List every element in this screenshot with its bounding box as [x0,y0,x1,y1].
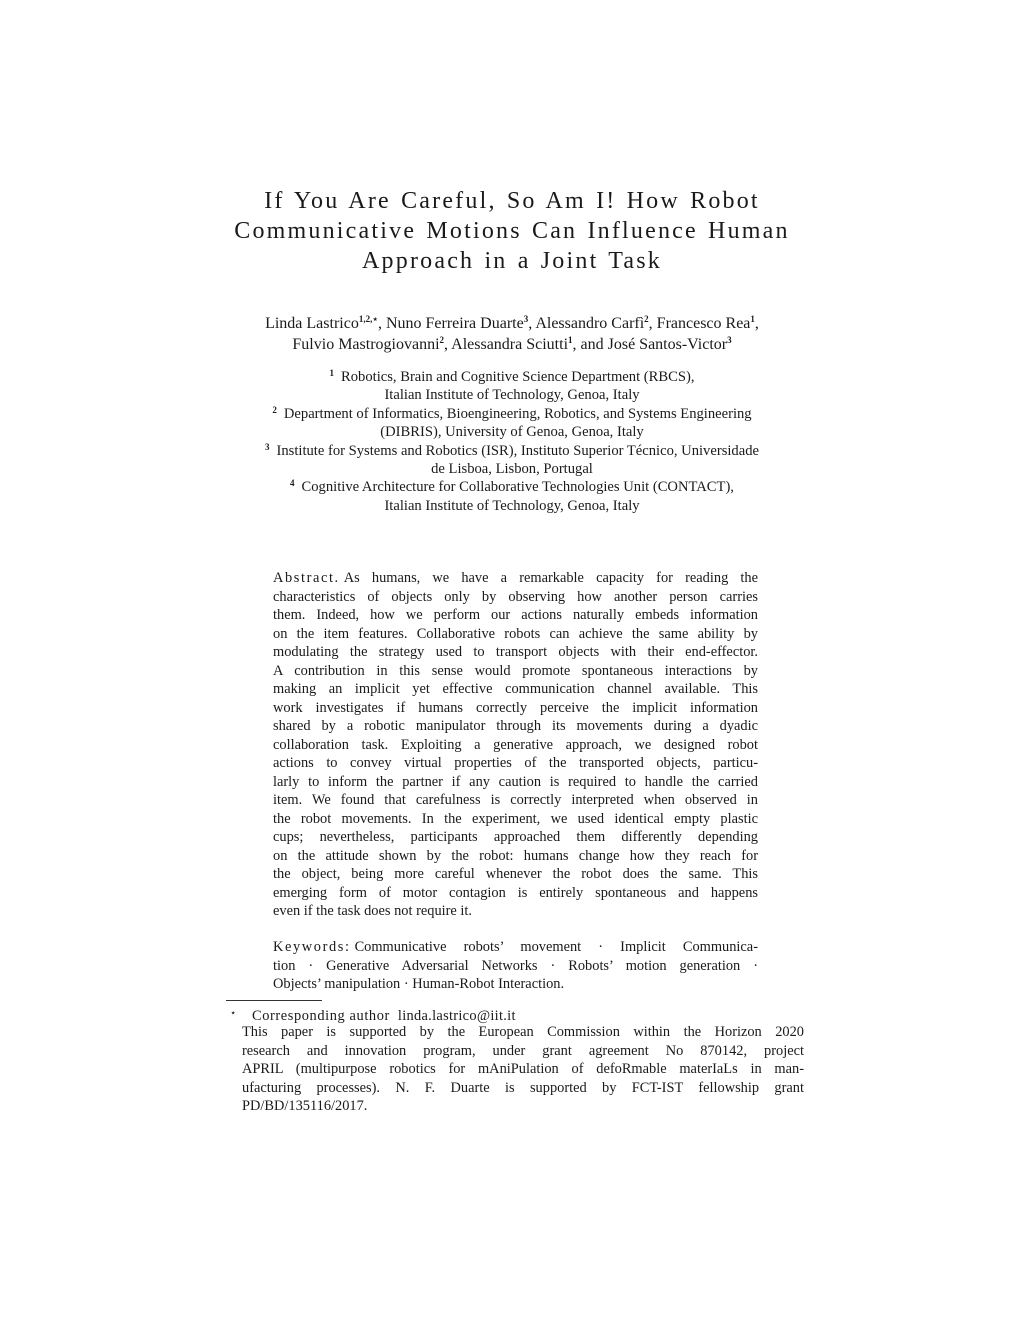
author-affil-mark: 3 [727,335,732,345]
affiliation-line: Italian Institute of Technology, Genoa, Italy [384,497,640,514]
abstract-line: collaboration task. Exploiting a generative approach, we designed robot [273,736,758,753]
footnote-line: APRIL (multipurpose robotics for mAniPulation of defoRmable materIaLs in man- [242,1061,804,1078]
affiliation-item [180,368,844,405]
affiliation-text: Cognitive Architecture for Collaborative Technologies Unit (CONTACT), [301,479,734,496]
title-line: Approach in a Joint Task [362,248,662,274]
abstract-line: work investigates if humans correctly perceive the implicit information [273,699,758,716]
abstract-line: larly to inform the partner if any caution is required to handle the carried [273,773,758,790]
abstract-line: characteristics of objects only by observing how another person carries [273,588,758,605]
footnote-line: ufacturing processes). N. F. Duarte is supported by FCT-IST fellowship grant [242,1079,804,1096]
author-line-2 [150,334,874,355]
abstract-line: them. Indeed, how we perform our actions naturally embeds information [273,607,758,623]
author-name: Alessandra Sciutti [451,336,569,353]
author-affil-mark: 1 [750,314,755,324]
abstract-line: on the attitude shown by the robot: humans change how they reach for [273,847,758,864]
abstract-line: making an implicit yet effective communication channel available. This [273,681,758,697]
keywords-line: Objects’ manipulation · Human-Robot Interaction. [273,976,565,992]
footnote-line: PD/BD/135116/2017. [242,1097,368,1114]
author-sep: , [377,315,386,332]
affiliation-line: Italian Institute of Technology, Genoa, Italy [384,387,640,404]
footnote [226,1005,804,1115]
affiliation-number: 1 [329,368,335,378]
abstract-line: shared by a robotic manipulator through its movements during a dyadic [273,718,758,734]
title-line: If You Are Careful, So Am I! How Robot [264,188,760,214]
affiliation-line: (DIBRIS), University of Genoa, Genoa, Italy [380,424,644,441]
affiliation-line [180,442,844,460]
affiliation-text: Robotics, Brain and Cognitive Science Department (RBCS), [341,369,695,385]
keywords-label: Keywords: [273,939,351,955]
affiliation-number: 3 [265,441,270,452]
abstract-line: the robot movements. In the experiment, we used identical empty plastic [273,810,758,827]
author-name: José Santos-Victor [607,336,728,353]
affiliation-line [180,368,844,386]
abstract-line: A contribution in this sense would promote spontaneous interactions by [273,662,758,679]
author-name: Fulvio Mastrogiovanni [292,336,440,353]
abstract-text: As humans, we have a remarkable capacity for reading the [343,570,758,586]
footnote-line: This paper is supported by the European Commission within the Horizon 2020 [242,1024,804,1041]
affiliation-line: de Lisboa, Lisbon, Portugal [431,461,593,478]
keywords [273,938,758,994]
affiliation-item [180,405,844,442]
affiliation-list [180,368,844,515]
footnote-star: ⋆ [230,1008,237,1019]
footnote-line: research and innovation program, under grant agreement No 870142, project [242,1042,804,1059]
author-sep: , [648,315,657,332]
footnote-rule [226,1000,322,1001]
author-sep: , [754,315,759,332]
corresponding-email-link[interactable]: linda.lastrico@iit.it [397,1008,516,1024]
abstract-line: even if the task does not require it. [273,903,473,919]
author-affil-mark: 2 [439,335,445,345]
keywords-text: Communicative robots’ movement · Implicit Communica- [354,939,758,955]
title-line: Communicative Motions Can Influence Human [234,218,790,244]
abstract-label: Abstract. [273,570,340,586]
abstract-line: actions to convey virtual properties of the transported objects, particu- [273,755,758,771]
affiliation-line [180,405,844,423]
author-affil-mark: 1 [568,335,573,345]
corresponding-author-label: Corresponding author [252,1008,390,1024]
author-sep: , [528,315,536,332]
author-sep: , and [572,336,608,353]
footnote-line [226,1005,804,1023]
author-name: Alessandro Carfì [535,315,645,332]
abstract-line: modulating the strategy used to transport objects with their end-effector. [273,644,758,660]
author-name: Nuno Ferreira Duarte [385,315,524,332]
affiliation-item [180,442,844,479]
author-affil-mark: 1,2,⋆ [358,314,378,324]
keywords-line [273,938,758,957]
affiliation-text: Institute for Systems and Robotics (ISR), Instituto Superior Técnico, Universidade [276,442,759,459]
paper-title [200,186,824,276]
abstract-line: emerging form of motor contagion is entirely spontaneous and happens [273,884,758,901]
affiliation-text: Department of Informatics, Bioengineering, Robotics, and Systems Engineering [283,405,752,422]
affiliation-item [180,478,844,515]
author-line-1 [150,313,874,334]
affiliation-number: 4 [290,478,295,489]
abstract [273,569,758,921]
author-affil-mark: 2 [644,314,649,324]
abstract-line: on the item features. Collaborative robots can achieve the same ability by [273,625,758,642]
author-name: Linda Lastrico [265,315,359,332]
affiliation-number: 2 [272,404,277,415]
author-list [150,313,874,355]
abstract-line: the object, being more careful whenever the robot does the same. This [273,866,758,882]
abstract-line: cups; nevertheless, participants approached them differently depending [273,829,758,845]
abstract-line [273,569,758,588]
author-name: Francesco Rea [656,315,751,332]
keywords-line: tion · Generative Adversarial Networks · Robots’ motion generation · [273,957,758,974]
author-sep: , [444,336,452,353]
author-affil-mark: 3 [523,314,529,324]
affiliation-line [180,478,844,496]
abstract-line: item. We found that carefulness is correctly interpreted when observed in [273,792,758,808]
